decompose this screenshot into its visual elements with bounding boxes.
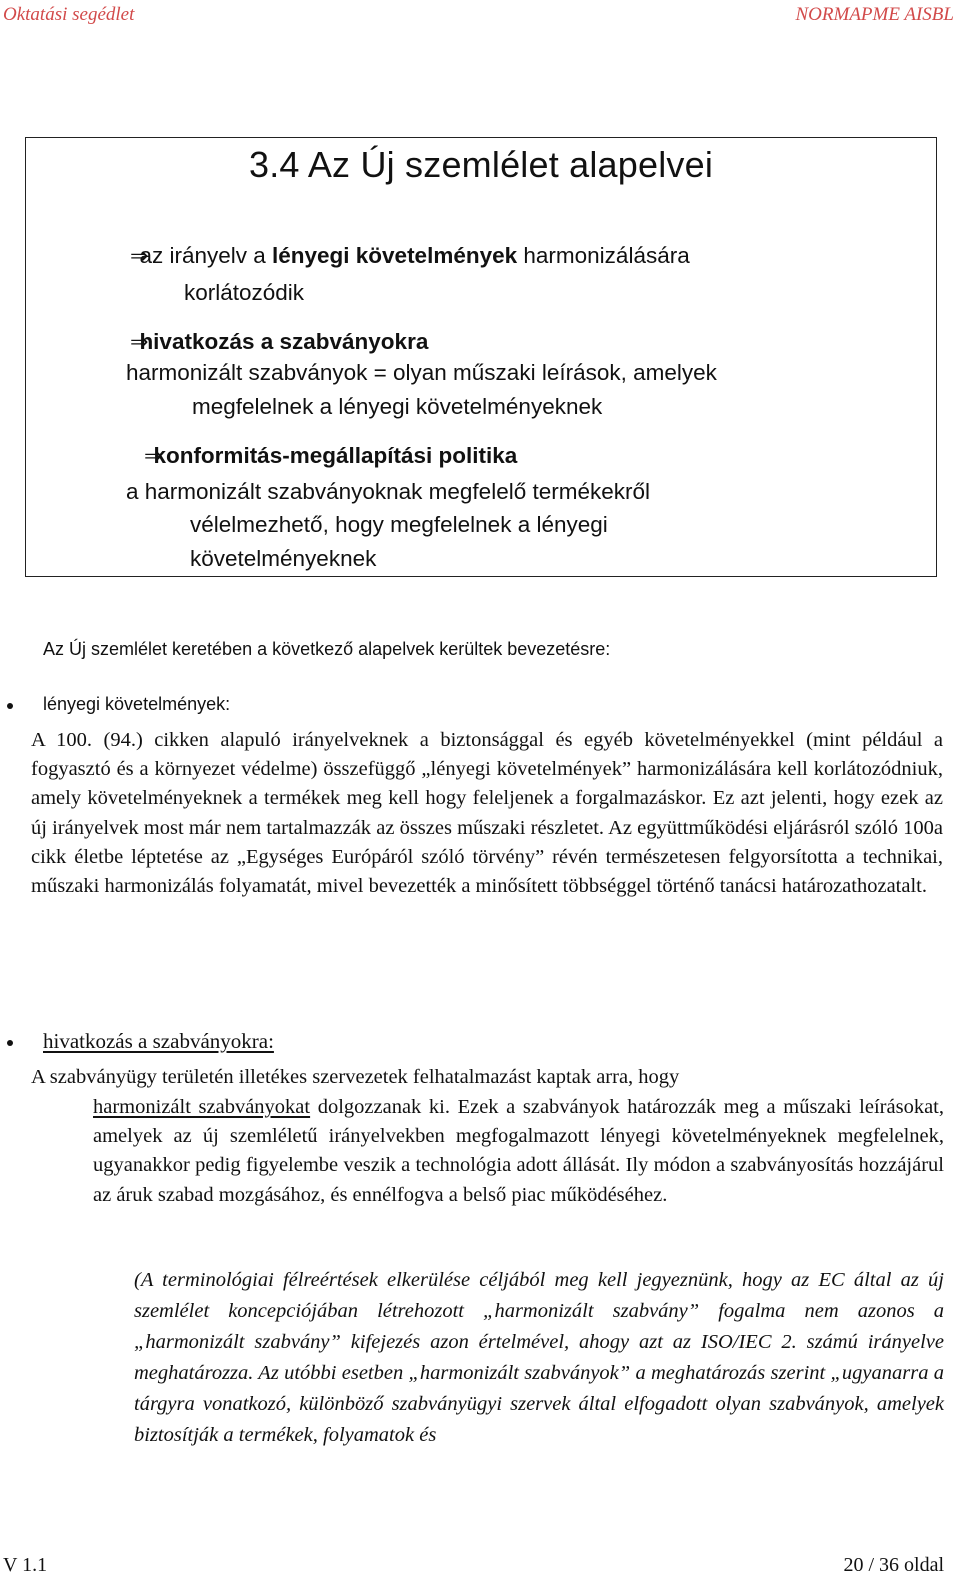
harmonizalt-szabvanyokat-underlined: harmonizált szabványokat	[93, 1096, 311, 1118]
box-line-9: követelményeknek	[190, 546, 377, 571]
principles-box	[25, 137, 937, 577]
double-arrow-icon: ⇒	[144, 443, 154, 468]
header-right-org: NORMAPME AISBL	[795, 4, 954, 25]
box-line-7: a harmonizált szabványoknak megfelelő termékekről	[126, 479, 651, 504]
lenyegi-kovetelmenyek-bold: lényegi követelmények	[272, 243, 518, 268]
double-arrow-icon: ⇒	[130, 243, 140, 268]
section1-heading: lényegi követelmények:	[43, 694, 231, 714]
bullet-icon	[7, 703, 13, 709]
box-title: 3.4 Az Új szemlélet alapelvei	[248, 144, 714, 185]
header-left-title: Oktatási segédlet	[3, 4, 135, 25]
double-arrow-icon: ⇒	[130, 329, 140, 354]
section2-first-line: A szabványügy területén illetékes szervezetek felhatalmazást kaptak arra, hogy	[31, 1066, 680, 1088]
box-line-6: ⇒konformitás-megállapítási politika	[144, 443, 518, 468]
box-line-2: korlátozódik	[184, 280, 305, 305]
box-line-8: vélelmezhető, hogy megfelelnek a lényegi	[190, 512, 608, 537]
box-line-3: ⇒hivatkozás a szabványokra	[130, 329, 429, 354]
intro-text: Az Új szemlélet keretében a következő alapelvek kerültek bevezetésre:	[43, 639, 611, 659]
box-line-5: megfelelnek a lényegi követelményeknek	[192, 394, 603, 419]
box-line-4: harmonizált szabványok = olyan műszaki leírások, amelyek	[126, 360, 717, 385]
section2-paragraph: harmonizált szabványokat dolgozzanak ki. Ezek a szabványok határozzák meg a műszaki leírásokat, amelyek az új szemléletű irányelvekben megfogalmazott lényegi követelményeknek megfelelnek, ugyanakkor pedig figyelembe veszik a technológia adott állását. Ily módon a szabványosítás hozzájárul az áruk szabad mozgásához, és ennélfogva a belső piac működéséhez.	[93, 1096, 944, 1206]
section2-heading: hivatkozás a szabványokra:	[43, 1029, 274, 1053]
terminology-note: (A terminológiai félreértések elkerülése céljából meg kell jegyeznünk, hogy az EC által az új szemlélet koncepciójában létrehozott „harmonizált szabvány” fogalma nem azonos a „harmonizált szabvány” kifejezés azon értelmével, ahogy azt az ISO/IEC 2. számú irányelve meghatározza. Az utóbbi esetben „harmonizált szabványok” a meghatározás szerint „ugyanarra a tárgyra vonatkozó, különböző szabványügyi szervek által elfogadott olyan szabványok, amelyek biztosítják a termékek, folyamatok és	[134, 1269, 944, 1446]
bullet-icon	[7, 1040, 13, 1046]
box-line-1: ⇒az irányelv a lényegi követelmények harmonizálására	[130, 243, 690, 268]
footer-version: V 1.1	[3, 1554, 48, 1576]
section1-paragraph: A 100. (94.) cikken alapuló irányelveknek a biztonsággal és egyéb követelményekkel (mint például a fogyasztó és a környezet védelme) összefüggő „lényegi követelmények” harmonizálására kell korlátozódniuk, amely követelményeknek a termékek meg kell hogy feleljenek a forgalmazáskor. Ez azt jelenti, hogy ezek az új irányelvek most már nem tartalmazzák az összes műszaki részletet. Az együttműködési eljárásról szóló 100a cikk életbe léptetése az „Egységes Európáról szóló törvény” révén természetesen felgyorsította a technikai, műszaki harmonizálás folyamatát, mivel bevezették a minősített többséggel történő tanácsi határozathozatalt.	[31, 729, 943, 898]
footer-page-number: 20 / 36 oldal	[843, 1554, 944, 1576]
